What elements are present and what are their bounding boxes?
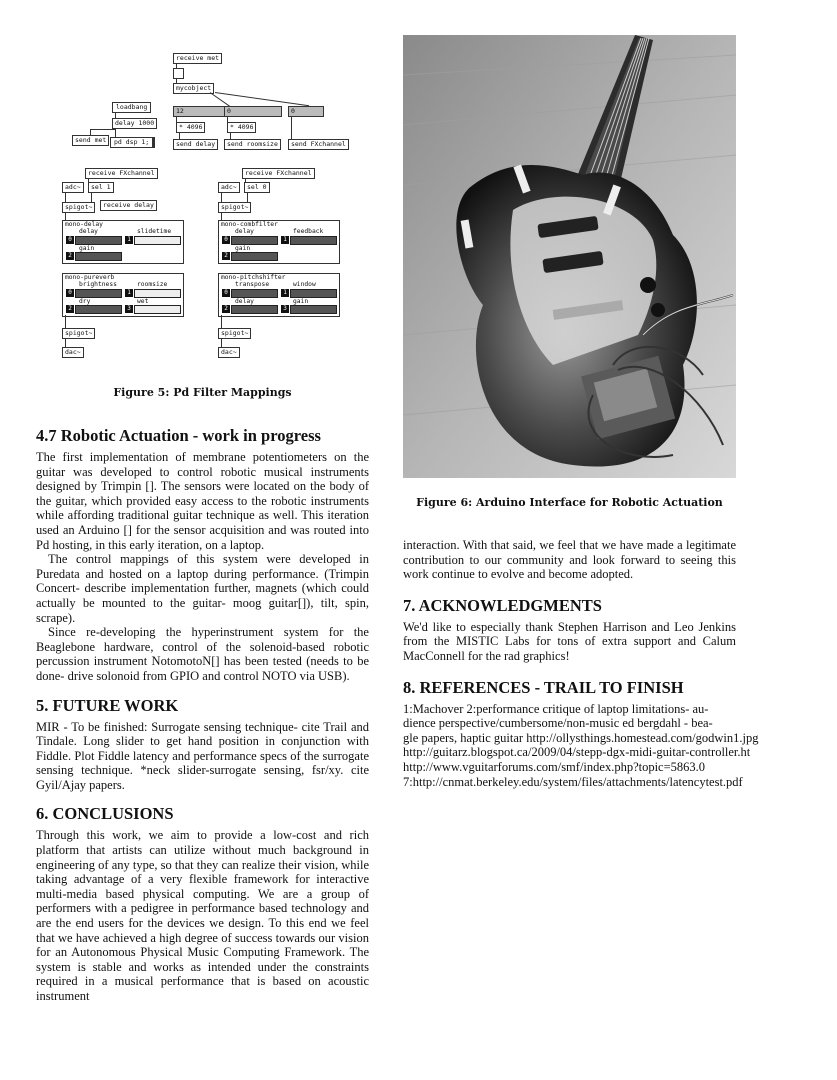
pd-bang bbox=[173, 68, 184, 79]
pd-left-spigot-out: spigot~ bbox=[62, 328, 95, 339]
pd-mycobject: mycobject bbox=[173, 83, 214, 94]
section-6-para: Through this work, we aim to provide a low-cost and rich platform that artists can utilize without much background in engineering of any type, so that they can realize their vision, while taking advantage of a very flexible framework for interactive multi-media based physical computing. We are a group of performers with a pedigree in performance based technology and are the end users for the devices we design. To this end we feel that we have achieved a high degree of success towards our vision for an Autonomous Physical Music Computing Framework. The system is stable and works as intended under the constraints required in a musical performance that is based on acoustic instrument bbox=[36, 828, 369, 1003]
pd-left-sel: sel 1 bbox=[88, 182, 114, 193]
references-list bbox=[403, 701, 759, 790]
pd-right-dac: dac~ bbox=[218, 347, 240, 358]
section-6-continued: interaction. With that said, we feel that we have made a legitimate contribution to our community and look forward to seeing this work continue to evolve and become adopted. bbox=[403, 538, 736, 582]
pd-left-receive-delay: receive delay bbox=[100, 200, 157, 211]
reference-line: http://www.vguitarforums.com/smf/index.php?topic=5863.0 bbox=[403, 759, 706, 774]
section-5-heading: 5. FUTURE WORK bbox=[36, 695, 179, 715]
section-7-heading: 7. ACKNOWLEDGMENTS bbox=[403, 595, 602, 615]
right-column bbox=[403, 538, 759, 789]
pd-mono-pureverb-box: mono-pureverb brightness roomsize 0 1 dry wet 2 3 bbox=[62, 273, 184, 317]
reference-line: 7:http://cnmat.berkeley.edu/system/files/attachments/latencytest.pdf bbox=[403, 774, 743, 789]
pd-send-delay: send delay bbox=[173, 139, 218, 150]
section-6-heading: 6. CONCLUSIONS bbox=[36, 804, 174, 824]
pd-number-b: 0 bbox=[224, 106, 282, 117]
pd-send-roomsize: send roomsize bbox=[224, 139, 281, 150]
figure6-caption: Figure 6: Arduino Interface for Robotic Actuation bbox=[416, 496, 723, 509]
pd-left-spigot: spigot~ bbox=[62, 202, 95, 213]
figure5-caption: Figure 5: Pd Filter Mappings bbox=[113, 386, 292, 399]
pd-receive-met: receive met bbox=[173, 53, 222, 64]
pd-right-adc: adc~ bbox=[218, 182, 240, 193]
pd-left-dac: dac~ bbox=[62, 347, 84, 358]
pd-mono-combfilter-box: mono-combfilter delay feedback 0 1 gain 2 bbox=[218, 220, 340, 264]
pd-right-spigot: spigot~ bbox=[218, 202, 251, 213]
pd-number-c: 0 bbox=[288, 106, 324, 117]
section-7-para: We'd like to especially thank Stephen Harrison and Leo Jenkins from the MISTIC Labs for tons of extra support and Calum MacConnell for the rad graphics! bbox=[403, 619, 736, 663]
reference-line: gle papers, haptic guitar http://ollysthings.homestead.com/godwin1.jpg bbox=[403, 730, 759, 745]
pd-right-receive-fx: receive FXchannel bbox=[242, 168, 315, 179]
reference-line: 1:Machover 2:performance critique of laptop limitations- au- bbox=[403, 701, 709, 716]
pd-dsp-message: pd dsp 1; bbox=[110, 137, 155, 148]
left-column bbox=[36, 426, 369, 1004]
pd-send-met: send met bbox=[72, 135, 109, 146]
pd-number-a: 12 bbox=[173, 106, 231, 117]
pd-mono-delay-box: mono-delay delay slidetime 0 1 gain 2 bbox=[62, 220, 184, 264]
section-4-7-heading: 4.7 Robotic Actuation - work in progress bbox=[36, 426, 321, 445]
pd-patch-figure bbox=[60, 50, 360, 370]
section-5-para: MIR - To be finished: Surrogate sensing technique- cite Trail and Tindale. Long slider to get hand position in conjunction with Fiddle. Plot Fiddle latency and performance specs of the surrogate sensing technique. *neck slider-surrogate sensing, fsr/xy. cite Gyil/Ajay papers. bbox=[36, 719, 369, 792]
section-4-7-para-3: Since re-developing the hyperinstrument system for the Beaglebone hardware, control of the solenoid-based robotic percussion instrument NotomotoN[] has been tested (needs to be done- drive solonoid from GPIO and control NOTO via USB). bbox=[36, 625, 369, 683]
pd-send-fxchannel: send FXchannel bbox=[288, 139, 349, 150]
section-8-heading: 8. REFERENCES - TRAIL TO FINISH bbox=[403, 677, 684, 697]
arduino-guitar-photo bbox=[403, 35, 736, 478]
pd-delay-1000: delay 1000 bbox=[112, 118, 157, 129]
reference-line: http://guitarz.blogspot.ca/2009/04/stepp-dgx-midi-guitar-controller.ht bbox=[403, 745, 751, 760]
pd-loadbang: loadbang bbox=[112, 102, 151, 113]
pd-right-spigot-out: spigot~ bbox=[218, 328, 251, 339]
pd-times-4096-b: * 4096 bbox=[227, 122, 256, 133]
pd-mono-pitchshifter-box: mono-pitchshifter transpose window 0 1 delay gain 2 3 bbox=[218, 273, 340, 317]
pd-right-sel: sel 0 bbox=[244, 182, 270, 193]
section-4-7-para-2: The control mappings of this system were developed in Puredata and hosted on a laptop during performance. (Trimpin Concert- describe implementation further, magnets (which could actually be mounted to the guitar- moog guitar[]), tilt, spin, scrape). bbox=[36, 552, 369, 625]
pd-times-4096-a: * 4096 bbox=[176, 122, 205, 133]
pd-left-receive-fx: receive FXchannel bbox=[85, 168, 158, 179]
reference-line: dience perspective/cumbersome/non-music ed bergdahl - bea- bbox=[403, 716, 713, 731]
section-4-7-para-1: The first implementation of membrane potentiometers on the guitar was developed to control robotic musical instruments designed by Trimpin []. The sensors were located on the body of the guitar, which provided easy access to the robotic instruments while affording traditional guitar technique as well. This iteration used an Arduino [] for the sensor acquisition and was routed into Pd hosting, in this early iteration, on a laptop. bbox=[36, 450, 369, 552]
pd-left-adc: adc~ bbox=[62, 182, 84, 193]
guitar-photo-illustration bbox=[403, 35, 736, 478]
